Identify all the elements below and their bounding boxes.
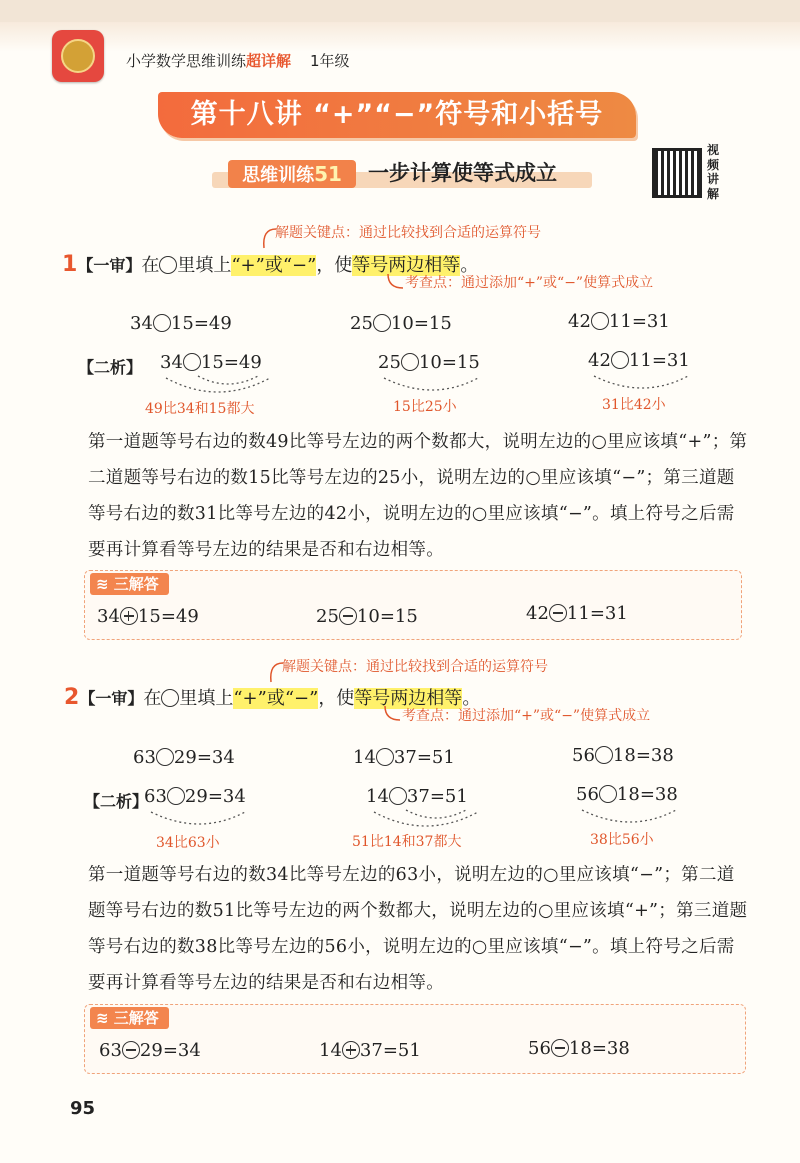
minus-circle-icon [339,607,357,625]
instruction-text: 在 [143,688,162,709]
result: =38 [591,1038,630,1059]
equation [353,747,455,768]
blank-circle-icon [401,353,419,371]
blank-circle-icon [161,689,179,707]
instruction-text: ，使 [318,688,355,709]
operand: 42 [568,311,591,332]
blank-circle-icon[interactable] [376,748,394,766]
qr-label-char: 频 [707,157,720,172]
answer-tag: ≋ 三解答 [90,573,169,595]
operand: 56 [528,1038,551,1059]
operand: 63 [144,786,167,807]
annotation-exam-point: 考查点：通过添加“+”或“−”使算式成立 [402,708,651,724]
instruction-symbols: “+”或“−” [233,688,319,709]
qr-label-char: 视 [707,143,720,157]
operand: 63 [133,747,156,768]
operand: 42 [588,350,611,371]
step-analyze-label: 【二析】 [84,792,149,811]
instruction-text: 里填上 [179,688,234,709]
operand: 37 [406,786,430,807]
instruction-text: 。 [462,688,481,709]
result: =34 [196,747,235,768]
instruction-text: ，使 [316,255,353,276]
instruction-text: 在 [141,255,160,276]
series-highlight: 超详解 [246,52,292,70]
annotation-exam-point: 考查点：通过添加“+”或“−”使算式成立 [405,275,654,291]
instruction-goal: 等号两边相等 [354,688,463,709]
operand: 11 [566,603,590,624]
operand: 42 [526,603,549,624]
equation [572,745,674,766]
problem-number: 1 [62,252,78,277]
result: =38 [639,784,678,805]
top-bar [0,0,800,22]
result: =15 [441,352,480,373]
operand: 14 [319,1040,342,1061]
blank-circle-icon [389,787,407,805]
training-badge [228,160,356,188]
training-title: 一步计算使等式成立 [368,161,557,185]
answer-equation [319,1040,421,1061]
operand: 14 [366,786,389,807]
operand: 11 [608,311,632,332]
operand: 56 [572,745,595,766]
lecture-title: 第十八讲 “+”“−”符号和小括号 [158,92,636,138]
operand: 56 [576,784,599,805]
top-stripe [0,22,800,52]
operand: 29 [173,747,197,768]
operand: 29 [139,1040,163,1061]
answer-box [84,570,742,640]
blank-circle-icon [599,785,617,803]
blank-circle-icon [611,351,629,369]
comparison-note: 15比25小 [393,399,457,415]
operand: 25 [316,606,339,627]
result: =51 [416,747,455,768]
answer-equation [316,606,418,627]
plus-circle-icon [120,607,138,625]
training-badge-text: 思维训练 [242,165,315,186]
operand: 34 [97,606,120,627]
qr-label-char: 讲 [707,172,720,186]
result: =51 [429,786,468,807]
annotation-key-point: 解题关键点：通过比较找到合适的运算符号 [282,659,548,675]
comparison-note: 51比14和37都大 [352,834,462,850]
operand: 37 [393,747,417,768]
result: =49 [160,606,199,627]
explanation-paragraph: 第一道题等号右边的数49比等号左边的两个数都大，说明左边的○里应该填“+”；第二道题等号右边的数15比等号左边的25小，说明左边的○里应该填“−”；第三道题等号右边的数31比等号左边的42小，说明左边的○里应该填“−”。填上符号之后需要再计算看等号左边的结果是否和右边相等。 [88,432,748,560]
comparison-arc [145,804,255,834]
operand: 15 [170,313,194,334]
qr-label-char: 解 [707,186,720,201]
result: =31 [589,603,628,624]
series-main: 小学数学思维训练 [126,52,247,70]
operand: 34 [130,313,153,334]
blank-circle-icon [183,353,201,371]
comparison-arc [158,370,278,400]
problem-number: 2 [64,685,80,710]
result: =15 [379,606,418,627]
instruction-goal: 等号两边相等 [352,255,461,276]
operand: 18 [616,784,640,805]
result: =15 [413,313,452,334]
operand: 18 [568,1038,592,1059]
blank-circle-icon[interactable] [591,312,609,330]
answer-tag-label: 三解答 [113,1009,159,1027]
operand: 14 [353,747,376,768]
answer-equation [528,1038,630,1059]
instruction-text: 里填上 [177,255,232,276]
instruction-text: 。 [460,255,479,276]
operand: 37 [359,1040,383,1061]
result: =34 [207,786,246,807]
annotation-key-point: 解题关键点：通过比较找到合适的运算符号 [275,225,541,241]
result: =49 [193,313,232,334]
instruction-symbols: “+”或“−” [231,255,317,276]
operand: 11 [628,350,652,371]
equation [350,313,452,334]
operand: 29 [184,786,208,807]
operand: 15 [200,352,224,373]
step-examine-label: 【一审】 [79,689,144,708]
step-analyze-label: 【二析】 [78,358,143,377]
operand: 10 [390,313,414,334]
result: =51 [382,1040,421,1061]
blank-circle-icon [167,787,185,805]
minus-circle-icon [122,1041,140,1059]
explanation-paragraph: 第一道题等号右边的数34比等号左边的63小，说明左边的○里应该填“−”；第二道题等号右边的数51比等号左边的两个数都大，说明左边的○里应该填“+”；第三道题等号右边的数38比等号左边的56小，说明左边的○里应该填“−”。填上符号之后需要再计算看等号左边的结果是否和右边相等。 [88,865,748,993]
operand: 63 [99,1040,122,1061]
equation [133,747,235,768]
minus-circle-icon [551,1039,569,1057]
comparison-arc [576,802,686,832]
operand: 10 [356,606,380,627]
operand: 10 [418,352,442,373]
operand: 18 [612,745,636,766]
comparison-arc [366,804,486,834]
result: =34 [162,1040,201,1061]
answer-equation [97,606,199,627]
answer-equation [99,1040,201,1061]
answer-box [84,1004,746,1074]
comparison-note: 38比56小 [590,832,654,848]
equation [568,311,670,332]
comparison-note: 49比34和15都大 [145,401,255,417]
answer-tag: ≋ 三解答 [90,1007,169,1029]
qr-code-icon[interactable] [652,148,702,198]
series-title [126,50,291,71]
operand: 15 [137,606,161,627]
result: =31 [631,311,670,332]
comparison-note: 31比42小 [602,397,666,413]
answer-tag-label: 三解答 [113,575,159,593]
qr-label [707,143,721,201]
operand: 34 [160,352,183,373]
step-examine-label: 【一审】 [77,256,142,275]
blank-circle-icon [159,256,177,274]
page-number: 95 [70,1098,96,1119]
blank-circle-icon[interactable] [156,748,174,766]
grade-label: 1年级 [310,52,350,70]
result: =31 [651,350,690,371]
book-logo-icon [52,30,104,82]
answer-equation [526,603,628,624]
comparison-note: 34比63小 [156,835,220,851]
blank-circle-icon[interactable] [373,314,391,332]
minus-circle-icon [549,604,567,622]
operand: 25 [350,313,373,334]
plus-circle-icon [342,1041,360,1059]
result: =49 [223,352,262,373]
blank-circle-icon[interactable] [595,746,613,764]
training-badge-number: 51 [314,162,342,186]
result: =38 [635,745,674,766]
operand: 25 [378,352,401,373]
blank-circle-icon[interactable] [153,314,171,332]
equation [130,313,232,334]
